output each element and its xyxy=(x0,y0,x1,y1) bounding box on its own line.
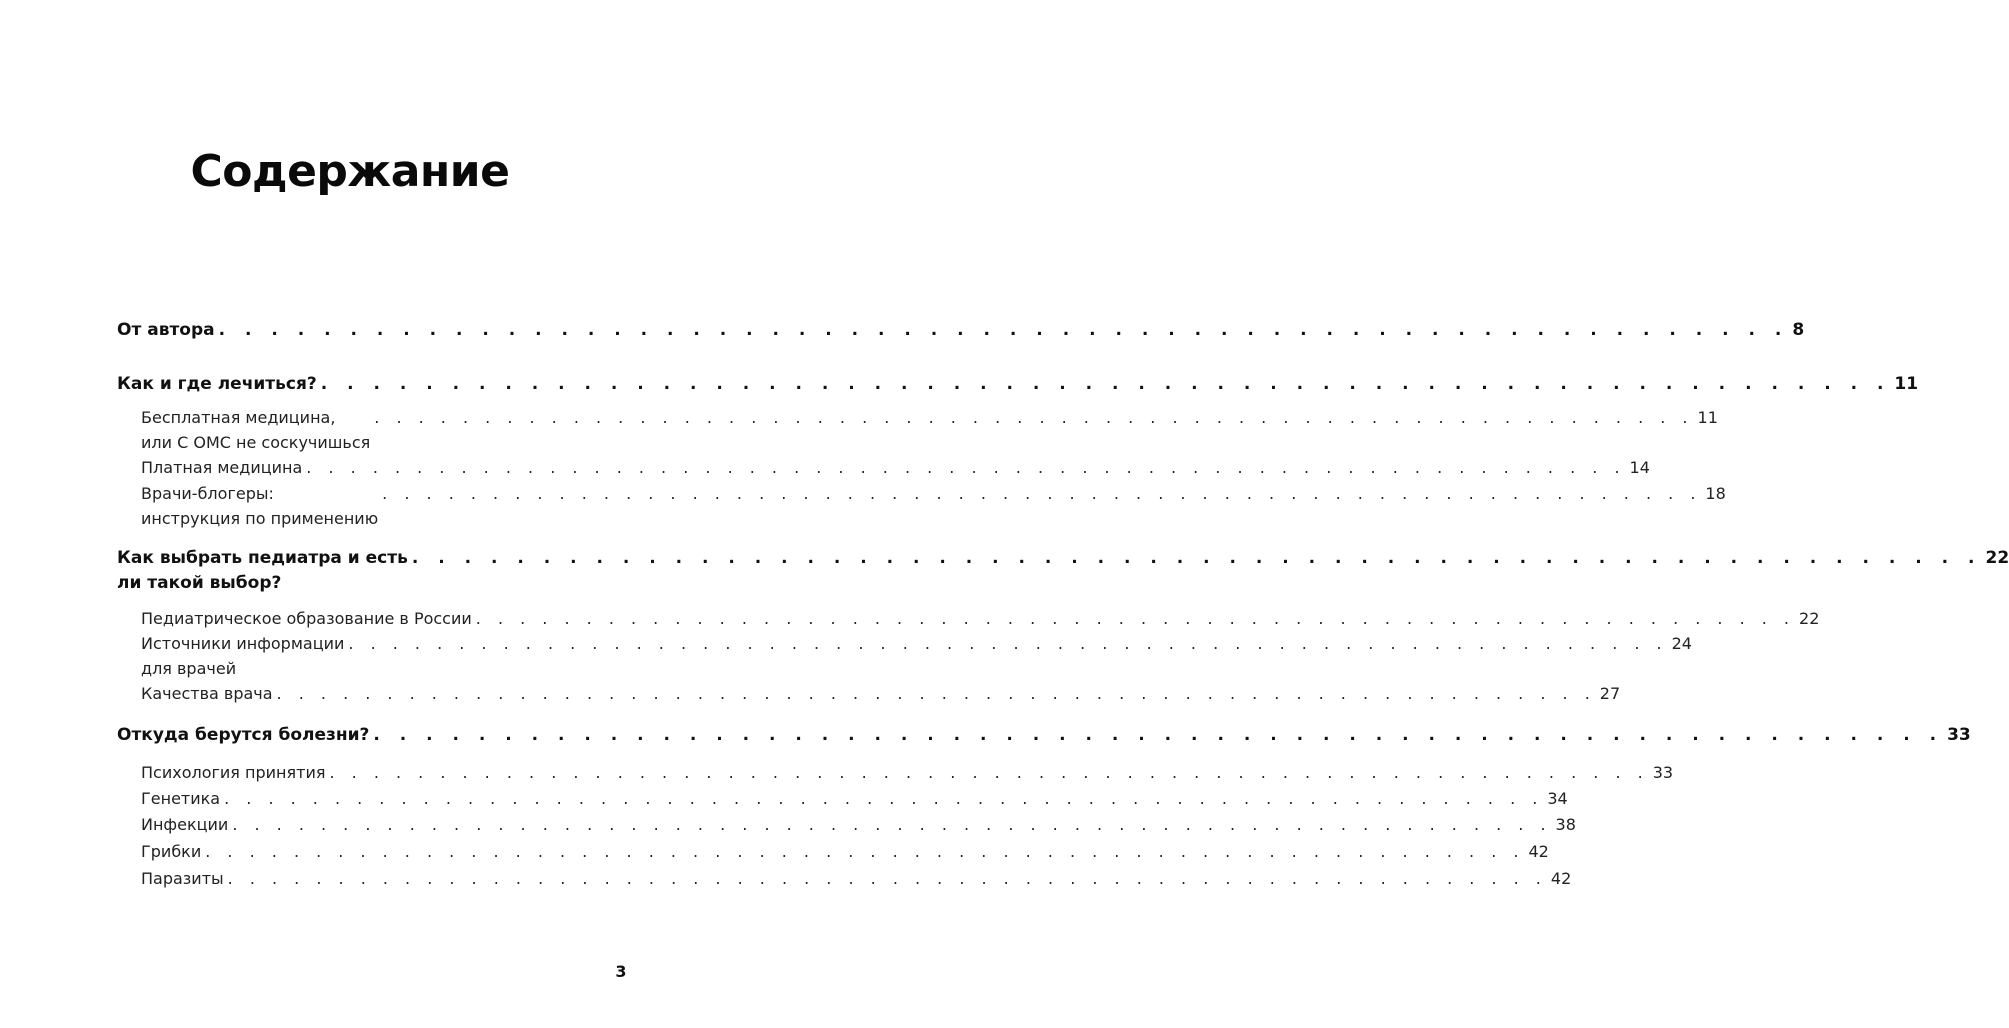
toc-entry-title: Психология принятия xyxy=(141,763,326,782)
toc-entry-page: 11 xyxy=(1697,408,1718,427)
toc-leader-dots: . . . . . . . . . . . . . . . . . . . . . . . . . . . . . . . . . . . . . . . . . . . . . . . . . . . . . . . . . . . . xyxy=(373,725,1944,745)
toc-entry-from-author[interactable] xyxy=(117,318,1805,343)
toc-entry-title: Как и где лечиться? xyxy=(117,374,317,394)
toc-entry-page: 38 xyxy=(1555,815,1576,834)
toc-entry-title: Качества врача xyxy=(141,684,273,703)
toc-entry-doctor-bloggers[interactable] xyxy=(141,481,1726,531)
toc-entry-fungi[interactable] xyxy=(141,839,1549,864)
toc-entry-page: 27 xyxy=(1599,684,1621,703)
toc-leader-dots: . . . . . . . . . . . . . . . . . . . . . . . . . . . . . . . . . . . . . . . . . . . . . . . . . . . . . . . . . . . . xyxy=(205,842,1525,861)
toc-entry-parasites[interactable] xyxy=(141,866,1572,891)
page-title: Содержание xyxy=(190,146,510,197)
toc-entry-choose-pediatrician[interactable] xyxy=(117,546,2009,596)
toc-entry-page: 8 xyxy=(1792,320,1805,340)
toc-leader-dots: . . . . . . . . . . . . . . . . . . . . . . . . . . . . . . . . . . . . . . . . . . . . . . . . . . . . . . . . . . . . xyxy=(382,484,1702,503)
toc-entry-title: Инфекции xyxy=(141,815,229,834)
toc-entry-genetics[interactable] xyxy=(141,786,1568,811)
toc-entry-page: 42 xyxy=(1550,869,1572,888)
toc-entry-page: 14 xyxy=(1629,458,1650,477)
toc-entry-page: 11 xyxy=(1894,374,1919,394)
toc-entry-doctor-qualities[interactable] xyxy=(141,681,1621,706)
toc-entry-title: От автора xyxy=(117,320,215,340)
page-number: 3 xyxy=(615,962,627,981)
toc-entry-page: 24 xyxy=(1671,634,1692,653)
toc-leader-dots: . . . . . . . . . . . . . . . . . . . . . . . . . . . . . . . . . . . . . . . . . . . . . . . . . . . . . . . . . . . . xyxy=(227,869,1547,888)
toc-leader-dots: . . . . . . . . . . . . . . . . . . . . . . . . . . . . . . . . . . . . . . . . . . . . . . . . . . . . . . . . . . . . xyxy=(348,634,1668,653)
toc-entry-title: Бесплатная медицина, или С ОМС не соскучишься xyxy=(141,408,371,452)
toc-leader-dots: . . . . . . . . . . . . . . . . . . . . . . . . . . . . . . . . . . . . . . . . . . . . . . . . . . . . . . . . . . . . xyxy=(329,763,1649,782)
toc-entry-how-where-to-treat[interactable] xyxy=(117,372,1919,397)
toc-leader-dots: . . . . . . . . . . . . . . . . . . . . . . . . . . . . . . . . . . . . . . . . . . . . . . . . . . . . . . . . . . . . xyxy=(276,684,1596,703)
toc-entry-information-sources[interactable] xyxy=(141,631,1692,681)
toc-leader-dots: . . . . . . . . . . . . . . . . . . . . . . . . . . . . . . . . . . . . . . . . . . . . . . . . . . . . . . . . . . . . xyxy=(306,458,1626,477)
toc-entry-title: Откуда берутся болезни? xyxy=(117,725,370,745)
toc-entry-title: Генетика xyxy=(141,789,221,808)
toc-entry-page: 18 xyxy=(1705,484,1726,503)
toc-entry-page: 22 xyxy=(1985,548,2009,568)
toc-entry-title: Паразиты xyxy=(141,869,224,888)
toc-leader-dots: . . . . . . . . . . . . . . . . . . . . . . . . . . . . . . . . . . . . . . . . . . . . . . . . . . . . . . . . . . . . xyxy=(224,789,1544,808)
toc-entry-psychology-of-acceptance[interactable] xyxy=(141,760,1674,785)
toc-leader-dots: . . . . . . . . . . . . . . . . . . . . . . . . . . . . . . . . . . . . . . . . . . . . . . . . . . . . . . . . . . . . xyxy=(232,815,1552,834)
toc-entry-pediatric-education[interactable] xyxy=(141,606,1820,631)
toc-entry-title: Платная медицина xyxy=(141,458,303,477)
toc-entry-paid-medicine[interactable] xyxy=(141,455,1650,480)
toc-entry-title: Как выбрать педиатра и есть ли такой выбор? xyxy=(117,548,408,593)
toc-leader-dots: . . . . . . . . . . . . . . . . . . . . . . . . . . . . . . . . . . . . . . . . . . . . . . . . . . . . . . . . . . . . xyxy=(411,548,1982,568)
toc-entry-page: 42 xyxy=(1528,842,1549,861)
toc-entry-title: Педиатрическое образование в России xyxy=(141,609,472,628)
toc-entry-page: 22 xyxy=(1799,609,1820,628)
toc-leader-dots: . . . . . . . . . . . . . . . . . . . . . . . . . . . . . . . . . . . . . . . . . . . . . . . . . . . . . . . . . . . . xyxy=(475,609,1796,628)
toc-entry-title: Источники информации для врачей xyxy=(141,634,345,678)
toc-entry-title: Грибки xyxy=(141,842,202,861)
toc-entry-title: Врачи-блогеры: инструкция по применению xyxy=(141,484,379,528)
toc-entry-page: 33 xyxy=(1652,763,1674,782)
toc-entry-page: 33 xyxy=(1947,725,1971,745)
toc-entry-free-medicine[interactable] xyxy=(141,405,1718,455)
toc-entry-infections[interactable] xyxy=(141,812,1576,837)
toc-entry-where-diseases-come-from[interactable] xyxy=(117,723,1971,748)
toc-leader-dots: . . . . . . . . . . . . . . . . . . . . . . . . . . . . . . . . . . . . . . . . . . . . . . . . . . . . . . . . . . . . xyxy=(374,408,1694,427)
toc-leader-dots: . . . . . . . . . . . . . . . . . . . . . . . . . . . . . . . . . . . . . . . . . . . . . . . . . . . . . . . . . . . . xyxy=(218,320,1789,340)
toc-entry-page: 34 xyxy=(1547,789,1568,808)
toc-leader-dots: . . . . . . . . . . . . . . . . . . . . . . . . . . . . . . . . . . . . . . . . . . . . . . . . . . . . . . . . . . . . xyxy=(320,374,1891,394)
